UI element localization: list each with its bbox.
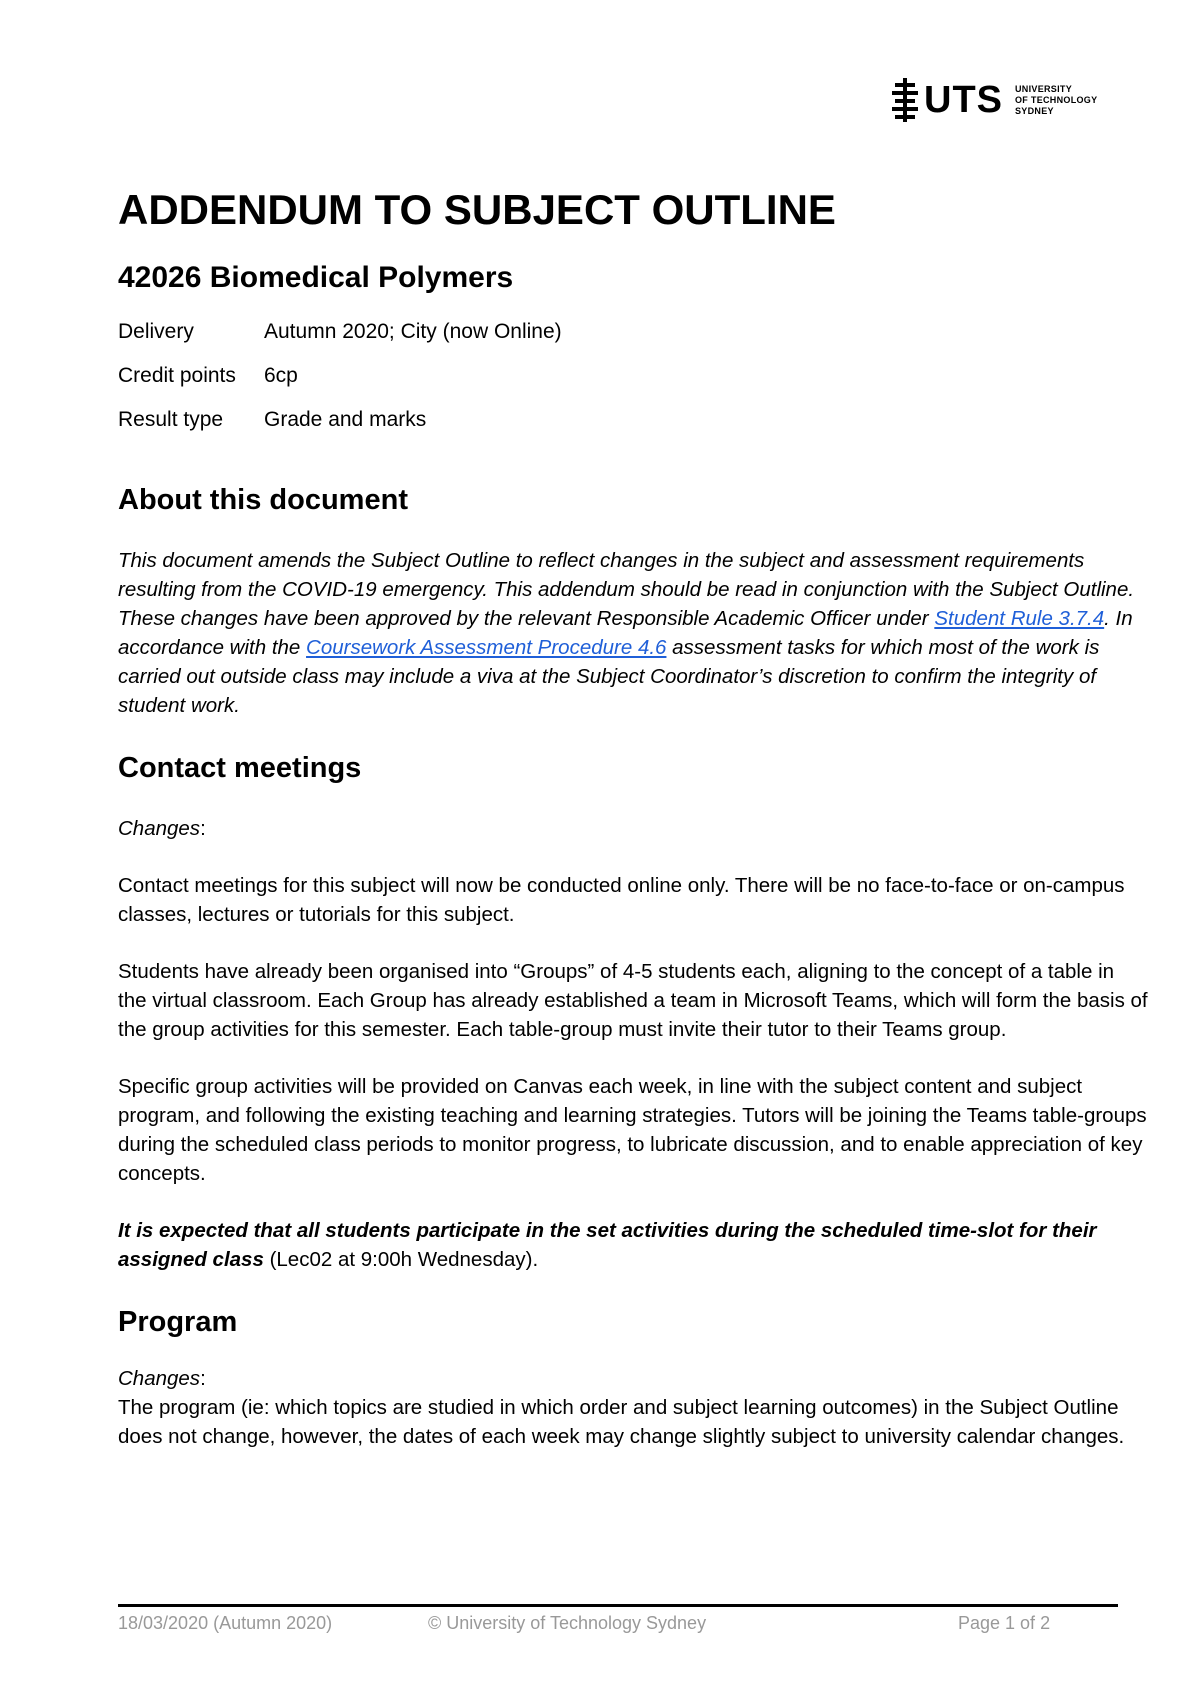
footer-page-number: Page 1 of 2 [958, 1613, 1051, 1633]
uts-emblem-icon [892, 78, 918, 122]
assessment-procedure-link[interactable]: Coursework Assessment Procedure 4.6 [306, 636, 667, 659]
document-title: ADDENDUM TO SUBJECT OUTLINE [118, 186, 836, 233]
meta-key: Result type [118, 408, 224, 431]
uts-name-line-1: UNIVERSITY [1015, 83, 1073, 94]
uts-name-line-2: OF TECHNOLOGY [1015, 94, 1098, 105]
expectation-detail: (Lec02 at 9:00h Wednesday). [263, 1248, 539, 1271]
meta-row-delivery [118, 310, 562, 354]
meta-key: Delivery [118, 320, 194, 343]
document-body [118, 170, 1148, 1451]
meta-row-credit-points [118, 354, 562, 398]
subject-meta-table [118, 310, 562, 442]
contact-changes-label: Changes: [118, 817, 206, 840]
program-paragraph: The program (ie: which topics are studied in which order and subject learning outcomes) in the Subject Outline does not change, however, the dates of each week may change slightly subject to university calendar changes. [118, 1396, 1125, 1448]
contact-paragraph-1: Contact meetings for this subject will now be conducted online only. There will be no face-to-face or on-campus classes, lectures or tutorials for this subject. [118, 874, 1125, 926]
uts-name [1015, 84, 1097, 117]
contact-expectation [118, 1216, 1148, 1274]
contact-paragraph-3: Specific group activities will be provided on Canvas each week, in line with the subject content and subject program, and following the existing teaching and learning strategies. Tutors will be joining the Teams table-groups during the scheduled class periods to monitor progress, to lubricate discussion, and to enable appreciation of key concepts. [118, 1075, 1147, 1185]
changes-label: Changes [118, 817, 201, 840]
subject-title: 42026 Biomedical Polymers [118, 261, 514, 294]
meta-value: Autumn 2020; City (now Online) [264, 320, 562, 343]
uts-wordmark: UTS [924, 79, 1003, 121]
expectation-emphasis: It is expected that all students participate in the set activities during the scheduled time-slot for their assigned class [118, 1219, 1097, 1271]
contact-heading: Contact meetings [118, 752, 362, 784]
program-changes-label: Changes: [118, 1367, 206, 1390]
about-text-3: assessment tasks for which most of the work is carried out outside class may include a viva at the Subject Coordinator’s discretion to confirm the integrity of student work. [118, 636, 1100, 717]
footer-date: 18/03/2020 (Autumn 2020) [118, 1613, 333, 1633]
meta-key: Credit points [118, 364, 236, 387]
about-heading: About this document [118, 484, 408, 516]
meta-value: Grade and marks [264, 408, 427, 431]
uts-name-line-3: SYDNEY [1015, 105, 1054, 116]
footer-row [118, 1613, 1118, 1634]
contact-paragraph-2: Students have already been organised into “Groups” of 4-5 students each, aligning to the concept of a table in the virtual classroom. Each Group has already established a team in Microsoft Teams, which will form the basis of the group activities for this semester. Each table-group must invite their tutor to their Teams group. [118, 960, 1148, 1041]
changes-label: Changes [118, 1367, 201, 1390]
uts-logo [892, 78, 1097, 122]
about-text-2: . In accordance with the [118, 607, 1133, 659]
program-heading: Program [118, 1306, 238, 1338]
about-text-1: This document amends the Subject Outline to reflect changes in the subject and assessment requirements resulting from the COVID-19 emergency. This addendum should be read in conjunction with the Subject Outline. These changes have been approved by the relevant Responsible Academic Officer under [118, 549, 1135, 630]
meta-value: 6cp [264, 364, 298, 387]
meta-row-result-type [118, 398, 562, 442]
footer-rule [118, 1604, 1118, 1607]
footer-copyright: © University of Technology Sydney [428, 1613, 707, 1633]
about-paragraph [118, 546, 1148, 720]
page-footer [118, 1604, 1118, 1634]
student-rule-link[interactable]: Student Rule 3.7.4 [934, 607, 1105, 630]
